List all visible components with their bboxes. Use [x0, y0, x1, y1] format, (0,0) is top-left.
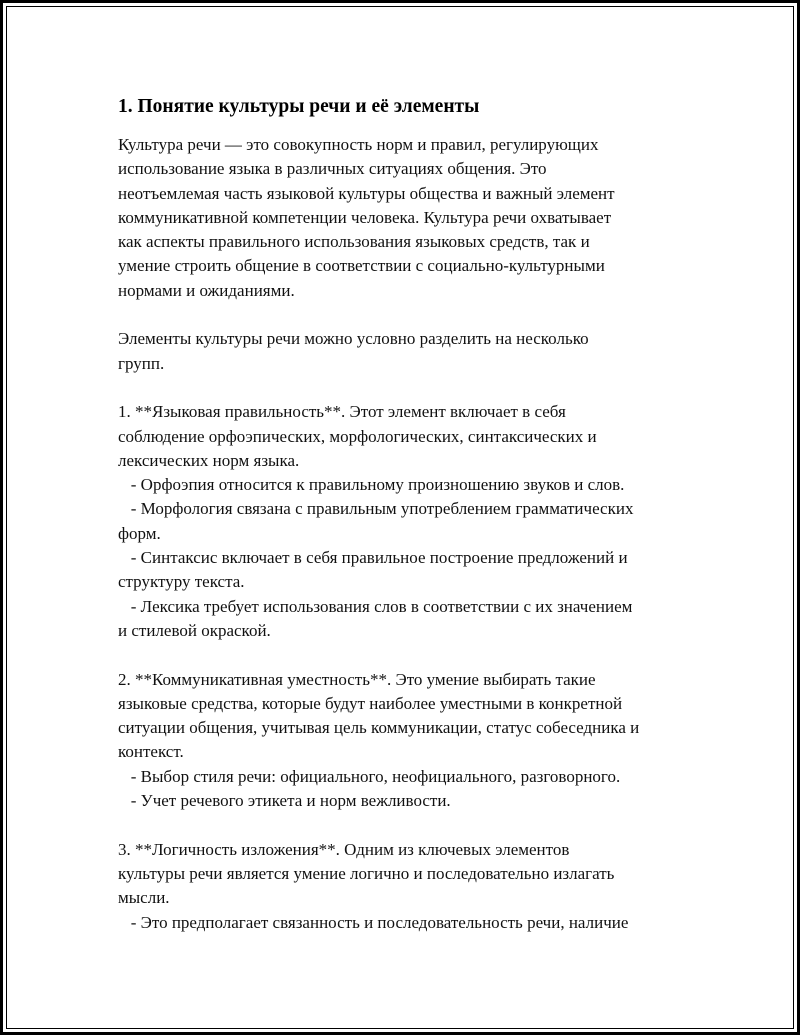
text-line: мысли. [118, 888, 170, 908]
text-line: форм. [118, 523, 161, 543]
list-item-communicative-appropriateness [118, 668, 698, 814]
text-line: неотъемлемая часть языковой культуры общества и важный элемент [118, 183, 615, 203]
text-line: коммуникативной компетенции человека. Культура речи охватывает [118, 207, 612, 227]
text-line: умение строить общение в соответствии с социально-культурными [118, 256, 605, 276]
text-line: структуру текста. [118, 572, 245, 592]
text-line: и стилевой окраской. [118, 620, 271, 640]
text-line: культуры речи является умение логично и последовательно излагать [118, 863, 615, 883]
text-line: 3. **Логичность изложения**. Одним из ключевых элементов [118, 839, 570, 859]
paragraph-groups-intro [118, 327, 698, 376]
text-line: Элементы культуры речи можно условно разделить на несколько [118, 329, 589, 349]
text-line: нормами и ожиданиями. [118, 280, 295, 300]
sub-item-line: - Орфоэпия относится к правильному произношению звуков и слов. [118, 475, 625, 495]
paragraph-definition [118, 133, 698, 303]
text-line: использование языка в различных ситуациях общения. Это [118, 159, 547, 179]
sub-item-line: - Это предполагает связанность и последовательность речи, наличие [118, 912, 629, 932]
text-line: контекст. [118, 742, 184, 762]
text-line: 1. **Языковая правильность**. Этот элемент включает в себя [118, 402, 566, 422]
list-item-language-correctness [118, 400, 698, 643]
sub-item-line: - Лексика требует использования слов в соответствии с их значением [118, 596, 633, 616]
sub-item-line: - Выбор стиля речи: официального, неофициального, разговорного. [118, 766, 621, 786]
text-line: как аспекты правильного использования языковых средств, так и [118, 232, 590, 252]
section-heading: 1. Понятие культуры речи и её элементы [118, 96, 480, 117]
document-body [118, 94, 698, 959]
sub-item-line: - Морфология связана с правильным употреблением грамматических [118, 499, 634, 519]
sub-item-line: - Синтаксис включает в себя правильное построение предложений и [118, 548, 628, 568]
text-line: лексических норм языка. [118, 450, 300, 470]
text-line: соблюдение орфоэпических, морфологических, синтаксических и [118, 426, 597, 446]
text-line: 2. **Коммуникативная уместность**. Это умение выбирать такие [118, 669, 596, 689]
sub-item-line: - Учет речевого этикета и норм вежливости. [118, 791, 451, 811]
text-line: Культура речи — это совокупность норм и правил, регулирующих [118, 135, 599, 154]
text-line: групп. [118, 353, 165, 373]
text-line: языковые средства, которые будут наиболее уместными в конкретной [118, 693, 623, 713]
text-line: ситуации общения, учитывая цель коммуникации, статус собеседника и [118, 718, 640, 738]
list-item-logical-presentation [118, 838, 698, 935]
